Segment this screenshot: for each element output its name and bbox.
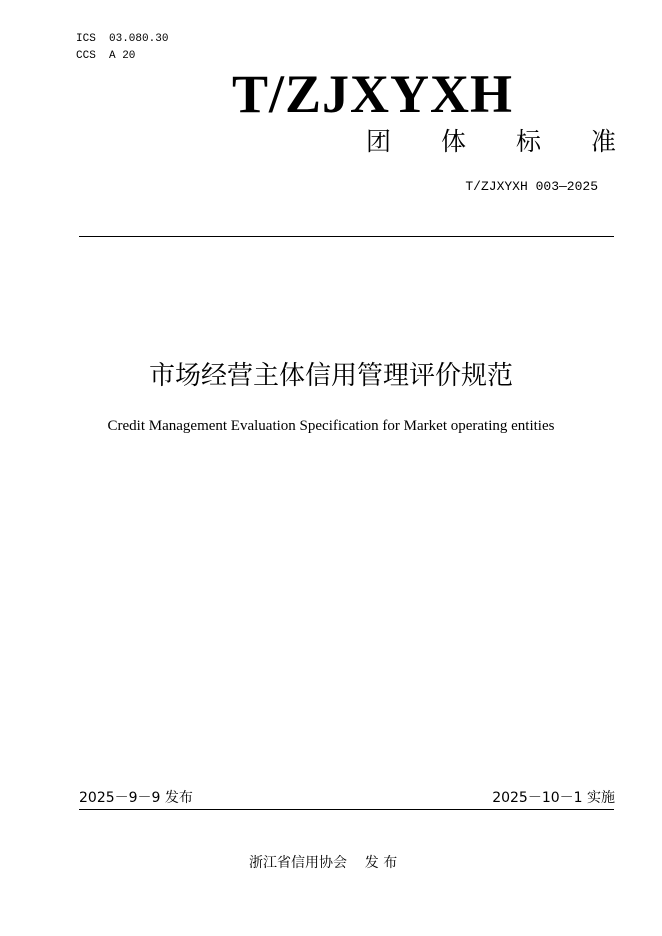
issuer: 浙江省信用协会 发 布 [249, 855, 398, 871]
ics-code: ICS 03.080.30 [76, 33, 169, 45]
standard-type-char: 团 [366, 127, 392, 156]
organization-code: T/ZJXYXH [232, 66, 514, 122]
title-chinese: 市场经营主体信用管理评价规范 [148, 361, 513, 391]
title-english: Credit Management Evaluation Specification for Market operating entities [107, 418, 555, 434]
effective-date: 2025－10－1 实施 [492, 790, 615, 806]
header-divider [79, 236, 614, 237]
standard-type-char: 标 [515, 127, 541, 156]
standard-type [366, 126, 616, 158]
ccs-code: CCS A 20 [76, 50, 136, 62]
standard-type-char: 准 [590, 127, 616, 156]
publish-date: 2025－9－9 发布 [79, 790, 193, 806]
footer-divider [79, 809, 614, 810]
standard-number: T/ZJXYXH 003—2025 [465, 179, 598, 194]
standard-type-char: 体 [440, 127, 466, 156]
